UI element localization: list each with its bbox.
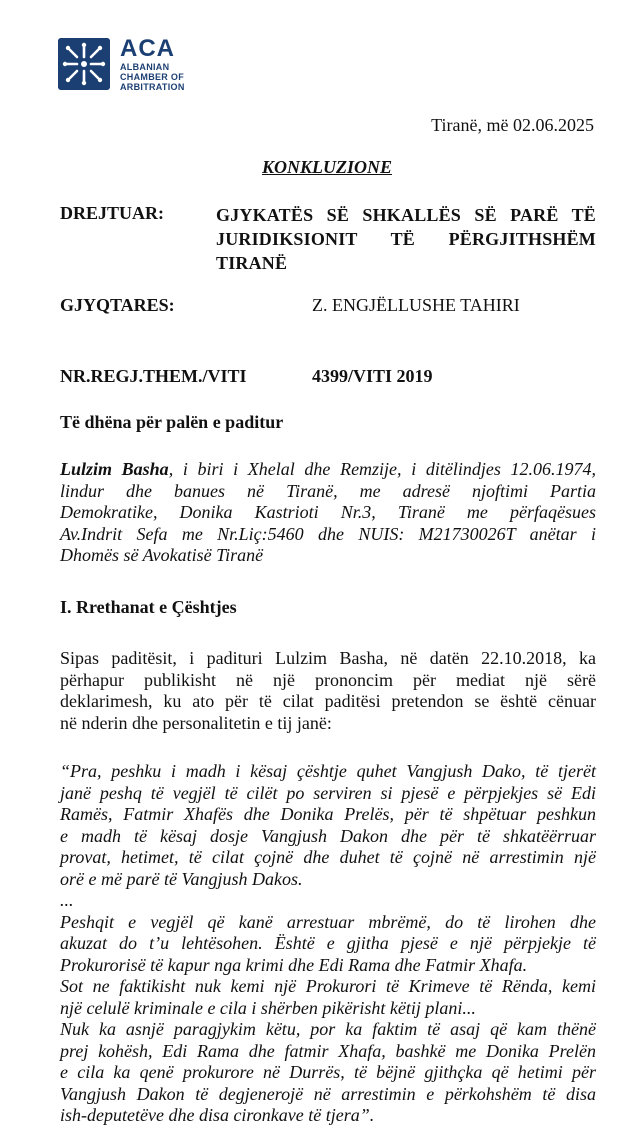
- gjyqtares-value: Z. ENGJËLLUSHE TAHIRI: [312, 295, 520, 315]
- paditur-paragraph: [60, 459, 596, 567]
- drejtuar-value: [216, 203, 596, 275]
- quote-line: janë peshq të vegjël të cilët po serviren si pjesë e përpjekjes së Edi: [60, 782, 596, 803]
- paditur-line: Av.Indrit Sefa me Nr.Liç:5460 dhe NUIS: M21730026T anëtar i: [60, 523, 596, 544]
- quote-line: orë e më parë të Vangjush Dakos.: [60, 868, 303, 889]
- rrethanat-line: Sipas paditësit, i padituri Lulzim Basha, në datën 22.10.2018, ka: [60, 648, 596, 668]
- paditur-line-rest: , i biri i Xhelal dhe Remzije, i ditëlindjes 12.06.1974,: [168, 459, 596, 479]
- quote-line: ...: [60, 890, 74, 910]
- paditur-line: [60, 459, 596, 481]
- quote-line: Sot ne faktikisht nuk kemi një Prokurori të Krimeve të Rënda, kemi: [60, 976, 596, 996]
- document-date: Tiranë, më 02.06.2025: [431, 115, 594, 135]
- quote-line: “Pra, peshku i madh i kësaj çështje quhet Vangjush Dako, të tjerët: [60, 761, 596, 781]
- logo-short-name: ACA: [120, 35, 175, 62]
- quote-line: e cila ka qenë prokurore në Durrës, të bëjnë gjithçka që hetimi për: [60, 1062, 596, 1082]
- quote-line: Prokurorisë të kapur nga krimi dhe Edi Rama dhe Fatmir Xhafa.: [60, 954, 528, 975]
- rrethanat-line: deklarimesh, ku ato për të cilat paditësi pretendon se është cënuar: [60, 691, 596, 711]
- quote-line: një celulë kriminale e cila i shërben pikërisht këtij plani...: [60, 997, 476, 1018]
- drejtuar-line: JURIDIKSIONIT TË PËRGJITHSHËM: [216, 229, 596, 249]
- document-title: KONKLUZIONE: [261, 157, 392, 177]
- paditur-name: Lulzim Basha: [60, 459, 169, 479]
- paditur-line: Demokratike, Donika Kastrioti Nr.3, Tiranë me përfaqësues: [60, 502, 596, 522]
- paditur-line: lindur dhe banues në Tiranë, me adresë njoftimi Partia: [60, 480, 596, 501]
- quote-line: akuzat do t’u lehtësohen. Është e gjitha pjesë e një përpjekje të: [60, 933, 596, 953]
- rrethanat-line: në nderin dhe personalitetin e tij janë:: [60, 712, 332, 733]
- aca-emblem-icon: [58, 38, 110, 90]
- gjyqtares-label: GJYQTARES:: [60, 295, 175, 315]
- paditur-line: Dhomës së Avokatisë Tiranë: [60, 545, 264, 565]
- drejtuar-line: GJYKATËS SË SHKALLËS SË PARË TË: [216, 205, 596, 225]
- quote-line: prej kohësh, Edi Rama dhe fatmir Xhafa, bashkë me Donika Prelën: [60, 1040, 596, 1061]
- logo-line-3: ARBITRATION: [120, 82, 185, 92]
- logo-line-1: ALBANIAN: [120, 62, 170, 72]
- rrethanat-line: përhapur publikisht në një prononcim për mediat një sërë: [60, 669, 596, 690]
- quote-paragraph: [60, 761, 596, 1127]
- section-heading-rrethanat: I. Rrethanat e Çështjes: [60, 597, 237, 617]
- logo-line-2: CHAMBER OF: [120, 72, 184, 82]
- rrethanat-paragraph: [60, 648, 596, 734]
- aca-logo: [58, 35, 185, 92]
- logo-text: [120, 35, 185, 92]
- drejtuar-label: DREJTUAR:: [60, 203, 165, 223]
- quote-line: Vangjush Dakon të degjenerojë në arrestimin e përkohshëm të disa: [60, 1083, 596, 1104]
- drejtuar-line: TIRANË: [216, 253, 288, 273]
- nr-regj-label: NR.REGJ.THEM./VITI: [60, 366, 247, 386]
- quote-line: e madh të kësaj dosje Vangjush Dakon dhe për të shkatëërruar: [60, 825, 596, 846]
- quote-line: Peshqit e vegjël që kanë arrestuar mbrëmë, do të lirohen dhe: [60, 911, 596, 932]
- section-heading-paditur: Të dhëna për palën e paditur: [60, 412, 284, 432]
- nr-regj-value: 4399/VITI 2019: [312, 366, 433, 386]
- quote-line: Ramës, Fatmir Xhafës dhe Donika Prelës, për të shpëtuar peshkun: [60, 804, 596, 824]
- quote-line: ish-deputetëve dhe disa cironkave të tjera”.: [60, 1105, 375, 1125]
- quote-line: provat, hetimet, të cilat çojnë dhe duhet të çojnë në arrestimin një: [60, 847, 596, 867]
- quote-line: Nuk ka asnjë paragjykim këtu, por ka faktim të asaj që kam thënë: [60, 1019, 596, 1039]
